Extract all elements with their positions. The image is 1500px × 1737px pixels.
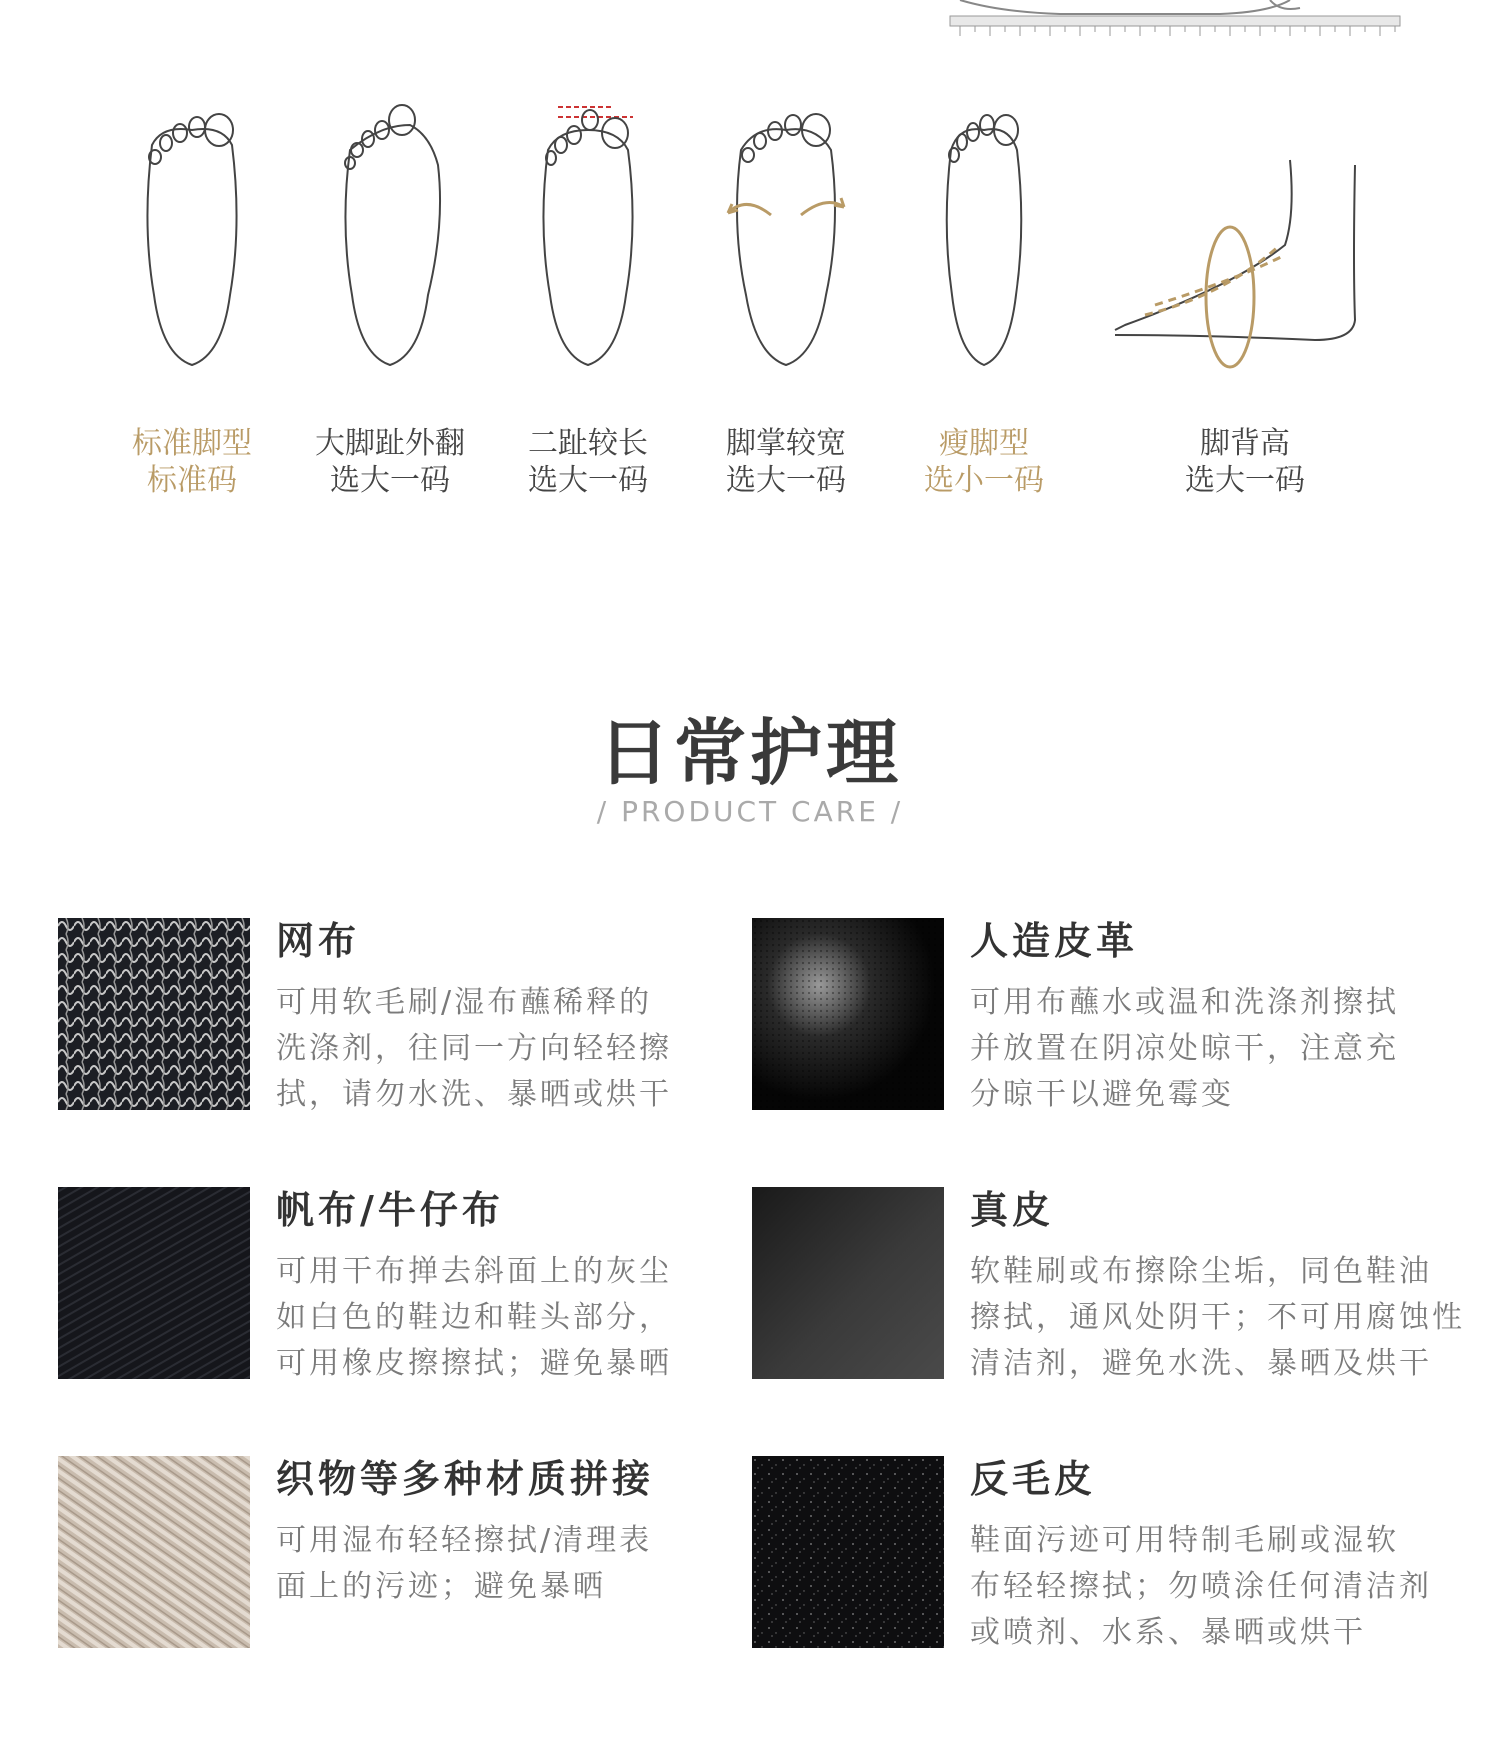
mixed-fabric-swatch xyxy=(58,1456,250,1648)
mesh-fabric-swatch xyxy=(58,918,250,1110)
foot-advice: 选小一码 xyxy=(924,463,1044,498)
care-line: 洗涤剂，往同一方向轻轻擦 xyxy=(276,1031,672,1066)
section-title: 日常护理 xyxy=(597,711,902,795)
care-material-name: 帆布/牛仔布 xyxy=(276,1188,504,1232)
care-material-name: 反毛皮 xyxy=(970,1457,1097,1501)
care-line: 可用橡皮擦擦拭；避免暴晒 xyxy=(276,1346,672,1381)
foot-name: 大脚趾外翻 xyxy=(315,426,465,461)
care-line: 清洁剂，避免水洗、暴晒及烘干 xyxy=(970,1346,1432,1381)
care-item-canvas-denim xyxy=(58,1187,758,1387)
genuine-leather-swatch xyxy=(752,1187,944,1379)
care-line: 或喷剂、水系、暴晒或烘干 xyxy=(970,1615,1366,1650)
foot-caption xyxy=(686,425,886,499)
care-line: 分晾干以避免霉变 xyxy=(970,1077,1234,1112)
foot-advice: 选大一码 xyxy=(528,463,648,498)
care-line: 如白色的鞋边和鞋头部分， xyxy=(276,1300,672,1335)
cropped-header-strip xyxy=(0,0,1500,50)
care-description xyxy=(970,1518,1450,1656)
artificial-leather-swatch xyxy=(752,918,944,1110)
foot-caption xyxy=(290,425,490,499)
care-material-name: 网布 xyxy=(276,919,361,963)
care-material-name: 人造皮革 xyxy=(970,919,1139,963)
suede-swatch xyxy=(752,1456,944,1648)
foot-type-guide xyxy=(0,95,1500,515)
care-line: 面上的污迹；避免暴晒 xyxy=(276,1569,606,1604)
foot-type-slim xyxy=(884,95,1084,515)
canvas-denim-swatch xyxy=(58,1187,250,1379)
foot-advice: 选大一码 xyxy=(330,463,450,498)
foot-advice: 选大一码 xyxy=(726,463,846,498)
care-material-name: 织物等多种材质拼接 xyxy=(276,1457,655,1501)
care-item-mesh xyxy=(58,918,758,1118)
high-instep-foot-icon xyxy=(1085,95,1385,385)
foot-type-wide xyxy=(686,95,886,515)
foot-caption xyxy=(92,425,292,499)
care-item-genuine-leather xyxy=(752,1187,1465,1387)
care-line: 软鞋刷或布擦除尘垢，同色鞋油 xyxy=(970,1254,1432,1289)
care-line: 可用干布掸去斜面上的灰尘 xyxy=(276,1254,672,1289)
care-item-suede xyxy=(752,1456,1452,1656)
care-line: 拭，请勿水洗、暴晒或烘干 xyxy=(276,1077,672,1112)
foot-advice: 标准码 xyxy=(147,463,237,498)
care-description xyxy=(970,980,1450,1118)
care-item-mixed-fabric xyxy=(58,1456,758,1656)
foot-type-high-instep xyxy=(1145,95,1345,515)
care-line: 布轻轻擦拭；勿喷涂任何清洁剂 xyxy=(970,1569,1432,1604)
care-line: 可用布蘸水或温和洗涤剂擦拭 xyxy=(970,985,1399,1020)
care-description xyxy=(276,980,756,1118)
care-line: 可用软毛刷/湿布蘸稀释的 xyxy=(276,985,653,1020)
foot-type-bunion xyxy=(290,95,490,515)
care-material-name: 真皮 xyxy=(970,1188,1055,1232)
care-line: 并放置在阴凉处晾干，注意充 xyxy=(970,1031,1399,1066)
slim-foot-icon xyxy=(884,95,1084,385)
bunion-foot-icon xyxy=(290,95,490,385)
foot-ruler-illustration xyxy=(940,0,1410,45)
foot-type-standard xyxy=(92,95,292,515)
foot-type-long-second-toe xyxy=(488,95,688,515)
care-description xyxy=(970,1249,1465,1387)
care-description xyxy=(276,1249,756,1387)
foot-name: 标准脚型 xyxy=(132,426,252,461)
foot-caption xyxy=(884,425,1084,499)
foot-name: 脚掌较宽 xyxy=(726,426,846,461)
foot-advice: 选大一码 xyxy=(1185,463,1305,498)
section-subtitle: / PRODUCT CARE / xyxy=(596,795,904,828)
foot-name: 二趾较长 xyxy=(528,426,648,461)
standard-foot-icon xyxy=(92,95,292,385)
long-second-toe-foot-icon xyxy=(488,95,688,385)
care-line: 鞋面污迹可用特制毛刷或湿软 xyxy=(970,1523,1399,1558)
care-line: 可用湿布轻轻擦拭/清理表 xyxy=(276,1523,653,1558)
care-item-artificial-leather xyxy=(752,918,1452,1118)
foot-caption xyxy=(488,425,688,499)
foot-name: 瘦脚型 xyxy=(939,426,1029,461)
wide-foot-icon xyxy=(686,95,886,385)
care-description xyxy=(276,1518,756,1610)
foot-caption xyxy=(1145,425,1345,499)
care-line: 擦拭，通风处阴干；不可用腐蚀性 xyxy=(970,1300,1465,1335)
foot-name: 脚背高 xyxy=(1200,426,1290,461)
